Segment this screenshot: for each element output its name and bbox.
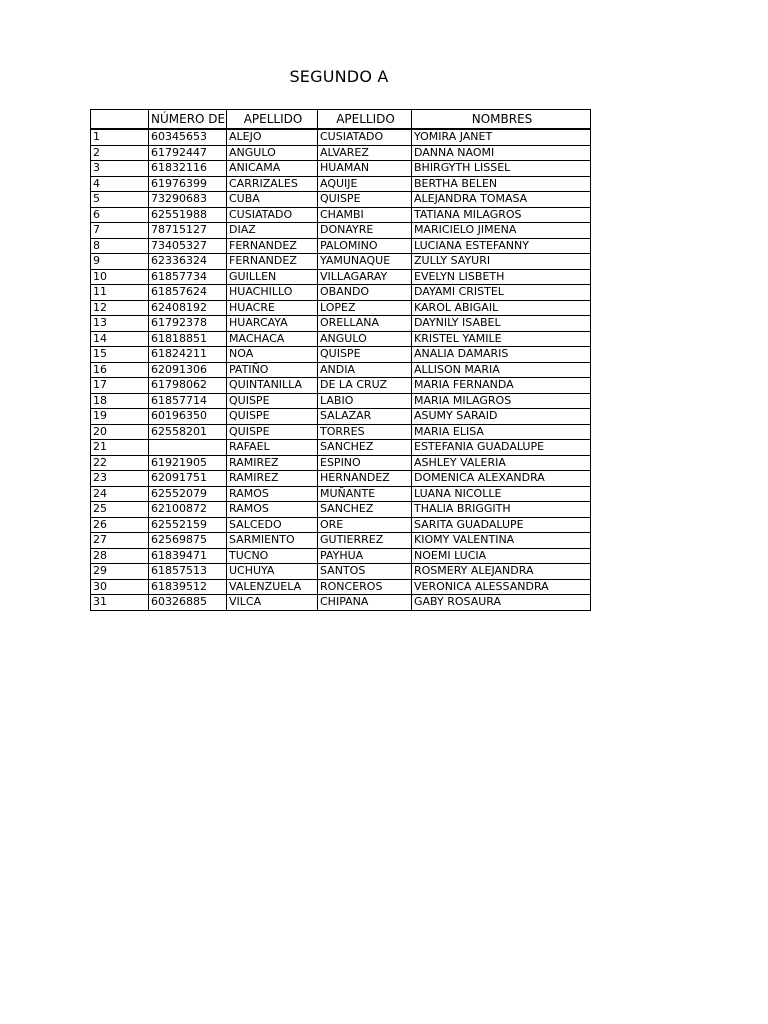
table-row (91, 254, 591, 270)
cell-id-number (149, 440, 227, 456)
cell-maternal-surname: ORE (318, 517, 412, 533)
cell-paternal-surname: GUILLEN (227, 269, 318, 285)
cell-given-names: EVELYN LISBETH (412, 269, 591, 285)
table-body (91, 129, 591, 610)
table-row (91, 192, 591, 208)
cell-id-number: 62569875 (149, 533, 227, 549)
table-row (91, 533, 591, 549)
cell-index: 2 (91, 145, 149, 161)
table-row (91, 238, 591, 254)
cell-paternal-surname: MACHACA (227, 331, 318, 347)
table-row (91, 455, 591, 471)
cell-maternal-surname: CHAMBI (318, 207, 412, 223)
cell-index: 20 (91, 424, 149, 440)
cell-paternal-surname: QUISPE (227, 393, 318, 409)
cell-index: 3 (91, 161, 149, 177)
table-row (91, 223, 591, 239)
header-given-names: NOMBRES (412, 110, 591, 130)
table-row (91, 502, 591, 518)
table-row (91, 471, 591, 487)
cell-paternal-surname: QUISPE (227, 409, 318, 425)
cell-index: 12 (91, 300, 149, 316)
cell-given-names: KAROL ABIGAIL (412, 300, 591, 316)
cell-index: 16 (91, 362, 149, 378)
cell-maternal-surname: SANCHEZ (318, 440, 412, 456)
table-row (91, 316, 591, 332)
header-id-number: NÚMERO DE (149, 110, 227, 130)
cell-paternal-surname: CARRIZALES (227, 176, 318, 192)
cell-given-names: MARIA MILAGROS (412, 393, 591, 409)
page-title: SEGUNDO A (289, 67, 389, 86)
table-row (91, 378, 591, 394)
table-row (91, 176, 591, 192)
cell-paternal-surname: QUISPE (227, 424, 318, 440)
cell-given-names: MARIA ELISA (412, 424, 591, 440)
cell-id-number: 60326885 (149, 595, 227, 611)
cell-paternal-surname: RAFAEL (227, 440, 318, 456)
cell-given-names: DANNA NAOMI (412, 145, 591, 161)
cell-maternal-surname: OBANDO (318, 285, 412, 301)
cell-maternal-surname: GUTIERREZ (318, 533, 412, 549)
cell-given-names: LUCIANA ESTEFANNY (412, 238, 591, 254)
cell-given-names: THALIA BRIGGITH (412, 502, 591, 518)
cell-paternal-surname: RAMIREZ (227, 455, 318, 471)
cell-given-names: KRISTEL YAMILE (412, 331, 591, 347)
table-row (91, 517, 591, 533)
cell-index: 18 (91, 393, 149, 409)
cell-maternal-surname: RONCEROS (318, 579, 412, 595)
cell-id-number: 61839471 (149, 548, 227, 564)
table-header (91, 110, 591, 130)
cell-index: 29 (91, 564, 149, 580)
cell-maternal-surname: HUAMAN (318, 161, 412, 177)
table-row (91, 579, 591, 595)
header-paternal-surname: APELLIDO (227, 110, 318, 130)
cell-maternal-surname: MUÑANTE (318, 486, 412, 502)
cell-maternal-surname: PALOMINO (318, 238, 412, 254)
cell-id-number: 62551988 (149, 207, 227, 223)
cell-index: 24 (91, 486, 149, 502)
table-row (91, 393, 591, 409)
cell-index: 14 (91, 331, 149, 347)
cell-id-number: 62091306 (149, 362, 227, 378)
cell-id-number: 62336324 (149, 254, 227, 270)
cell-id-number: 61976399 (149, 176, 227, 192)
cell-paternal-surname: DIAZ (227, 223, 318, 239)
cell-id-number: 61857734 (149, 269, 227, 285)
cell-maternal-surname: LOPEZ (318, 300, 412, 316)
cell-paternal-surname: HUACHILLO (227, 285, 318, 301)
header-maternal-surname: APELLIDO (318, 110, 412, 130)
cell-paternal-surname: UCHUYA (227, 564, 318, 580)
cell-maternal-surname: TORRES (318, 424, 412, 440)
cell-index: 8 (91, 238, 149, 254)
cell-maternal-surname: SANCHEZ (318, 502, 412, 518)
cell-id-number: 62552159 (149, 517, 227, 533)
cell-paternal-surname: PATIÑO (227, 362, 318, 378)
cell-maternal-surname: HERNANDEZ (318, 471, 412, 487)
cell-given-names: ASHLEY VALERIA (412, 455, 591, 471)
cell-paternal-surname: ANGULO (227, 145, 318, 161)
cell-given-names: BERTHA BELEN (412, 176, 591, 192)
cell-index: 30 (91, 579, 149, 595)
cell-id-number: 62100872 (149, 502, 227, 518)
cell-given-names: DAYNILY ISABEL (412, 316, 591, 332)
cell-id-number: 78715127 (149, 223, 227, 239)
cell-paternal-surname: SALCEDO (227, 517, 318, 533)
cell-paternal-surname: VALENZUELA (227, 579, 318, 595)
cell-paternal-surname: SARMIENTO (227, 533, 318, 549)
cell-index: 6 (91, 207, 149, 223)
header-row (91, 110, 591, 130)
cell-id-number: 60345653 (149, 129, 227, 145)
cell-given-names: BHIRGYTH LISSEL (412, 161, 591, 177)
cell-maternal-surname: ORELLANA (318, 316, 412, 332)
table-row (91, 409, 591, 425)
cell-maternal-surname: SALAZAR (318, 409, 412, 425)
cell-paternal-surname: FERNANDEZ (227, 238, 318, 254)
cell-given-names: VERONICA ALESSANDRA (412, 579, 591, 595)
cell-given-names: LUANA NICOLLE (412, 486, 591, 502)
cell-maternal-surname: VILLAGARAY (318, 269, 412, 285)
cell-paternal-surname: NOA (227, 347, 318, 363)
cell-index: 17 (91, 378, 149, 394)
cell-index: 23 (91, 471, 149, 487)
table-row (91, 145, 591, 161)
cell-given-names: ESTEFANIA GUADALUPE (412, 440, 591, 456)
cell-paternal-surname: RAMOS (227, 486, 318, 502)
cell-paternal-surname: ALEJO (227, 129, 318, 145)
table-row (91, 161, 591, 177)
cell-given-names: ZULLY SAYURI (412, 254, 591, 270)
cell-maternal-surname: LABIO (318, 393, 412, 409)
cell-maternal-surname: CHIPANA (318, 595, 412, 611)
cell-id-number: 62091751 (149, 471, 227, 487)
cell-given-names: DOMENICA ALEXANDRA (412, 471, 591, 487)
cell-id-number: 61832116 (149, 161, 227, 177)
cell-maternal-surname: QUISPE (318, 192, 412, 208)
cell-given-names: ASUMY SARAID (412, 409, 591, 425)
table-row (91, 129, 591, 145)
cell-maternal-surname: CUSIATADO (318, 129, 412, 145)
cell-id-number: 61921905 (149, 455, 227, 471)
cell-index: 31 (91, 595, 149, 611)
cell-paternal-surname: FERNANDEZ (227, 254, 318, 270)
cell-index: 25 (91, 502, 149, 518)
table-row (91, 300, 591, 316)
cell-given-names: ALLISON MARIA (412, 362, 591, 378)
cell-index: 5 (91, 192, 149, 208)
cell-index: 1 (91, 129, 149, 145)
cell-index: 10 (91, 269, 149, 285)
cell-id-number: 61792378 (149, 316, 227, 332)
cell-index: 27 (91, 533, 149, 549)
table-row (91, 486, 591, 502)
cell-id-number: 61792447 (149, 145, 227, 161)
cell-given-names: NOEMI LUCIA (412, 548, 591, 564)
cell-maternal-surname: DE LA CRUZ (318, 378, 412, 394)
table-row (91, 564, 591, 580)
cell-index: 28 (91, 548, 149, 564)
cell-maternal-surname: ALVAREZ (318, 145, 412, 161)
table-row (91, 595, 591, 611)
cell-maternal-surname: ANGULO (318, 331, 412, 347)
cell-paternal-surname: QUINTANILLA (227, 378, 318, 394)
cell-given-names: MARICIELO JIMENA (412, 223, 591, 239)
cell-maternal-surname: QUISPE (318, 347, 412, 363)
cell-paternal-surname: CUBA (227, 192, 318, 208)
cell-maternal-surname: AQUIJE (318, 176, 412, 192)
cell-id-number: 73405327 (149, 238, 227, 254)
cell-id-number: 61857513 (149, 564, 227, 580)
cell-given-names: MARIA FERNANDA (412, 378, 591, 394)
cell-index: 22 (91, 455, 149, 471)
cell-maternal-surname: ANDIA (318, 362, 412, 378)
table-row (91, 331, 591, 347)
cell-maternal-surname: YAMUNAQUE (318, 254, 412, 270)
cell-given-names: SARITA GUADALUPE (412, 517, 591, 533)
cell-id-number: 62408192 (149, 300, 227, 316)
cell-paternal-surname: CUSIATADO (227, 207, 318, 223)
cell-paternal-surname: ANICAMA (227, 161, 318, 177)
cell-given-names: ANALIA DAMARIS (412, 347, 591, 363)
cell-id-number: 62558201 (149, 424, 227, 440)
table-row (91, 424, 591, 440)
table-row (91, 269, 591, 285)
table-row (91, 362, 591, 378)
cell-paternal-surname: RAMIREZ (227, 471, 318, 487)
cell-index: 26 (91, 517, 149, 533)
cell-maternal-surname: SANTOS (318, 564, 412, 580)
cell-maternal-surname: ESPINO (318, 455, 412, 471)
cell-id-number: 60196350 (149, 409, 227, 425)
cell-id-number: 61857714 (149, 393, 227, 409)
cell-index: 19 (91, 409, 149, 425)
cell-id-number: 62552079 (149, 486, 227, 502)
cell-maternal-surname: PAYHUA (318, 548, 412, 564)
cell-id-number: 61839512 (149, 579, 227, 595)
cell-id-number: 73290683 (149, 192, 227, 208)
cell-paternal-surname: RAMOS (227, 502, 318, 518)
table-row (91, 207, 591, 223)
table-row (91, 440, 591, 456)
cell-given-names: ALEJANDRA TOMASA (412, 192, 591, 208)
cell-index: 15 (91, 347, 149, 363)
cell-given-names: GABY ROSAURA (412, 595, 591, 611)
cell-paternal-surname: TUCNO (227, 548, 318, 564)
cell-given-names: DAYAMI CRISTEL (412, 285, 591, 301)
cell-id-number: 61857624 (149, 285, 227, 301)
cell-given-names: KIOMY VALENTINA (412, 533, 591, 549)
table-row (91, 548, 591, 564)
cell-index: 11 (91, 285, 149, 301)
table-row (91, 285, 591, 301)
cell-given-names: ROSMERY ALEJANDRA (412, 564, 591, 580)
cell-id-number: 61824211 (149, 347, 227, 363)
student-roster-table (90, 109, 591, 611)
cell-index: 4 (91, 176, 149, 192)
cell-paternal-surname: HUARCAYA (227, 316, 318, 332)
cell-given-names: YOMIRA JANET (412, 129, 591, 145)
cell-index: 9 (91, 254, 149, 270)
cell-paternal-surname: HUACRE (227, 300, 318, 316)
cell-index: 7 (91, 223, 149, 239)
table-row (91, 347, 591, 363)
header-index (91, 110, 149, 130)
cell-index: 21 (91, 440, 149, 456)
cell-given-names: TATIANA MILAGROS (412, 207, 591, 223)
cell-id-number: 61798062 (149, 378, 227, 394)
cell-index: 13 (91, 316, 149, 332)
cell-id-number: 61818851 (149, 331, 227, 347)
cell-paternal-surname: VILCA (227, 595, 318, 611)
cell-maternal-surname: DONAYRE (318, 223, 412, 239)
